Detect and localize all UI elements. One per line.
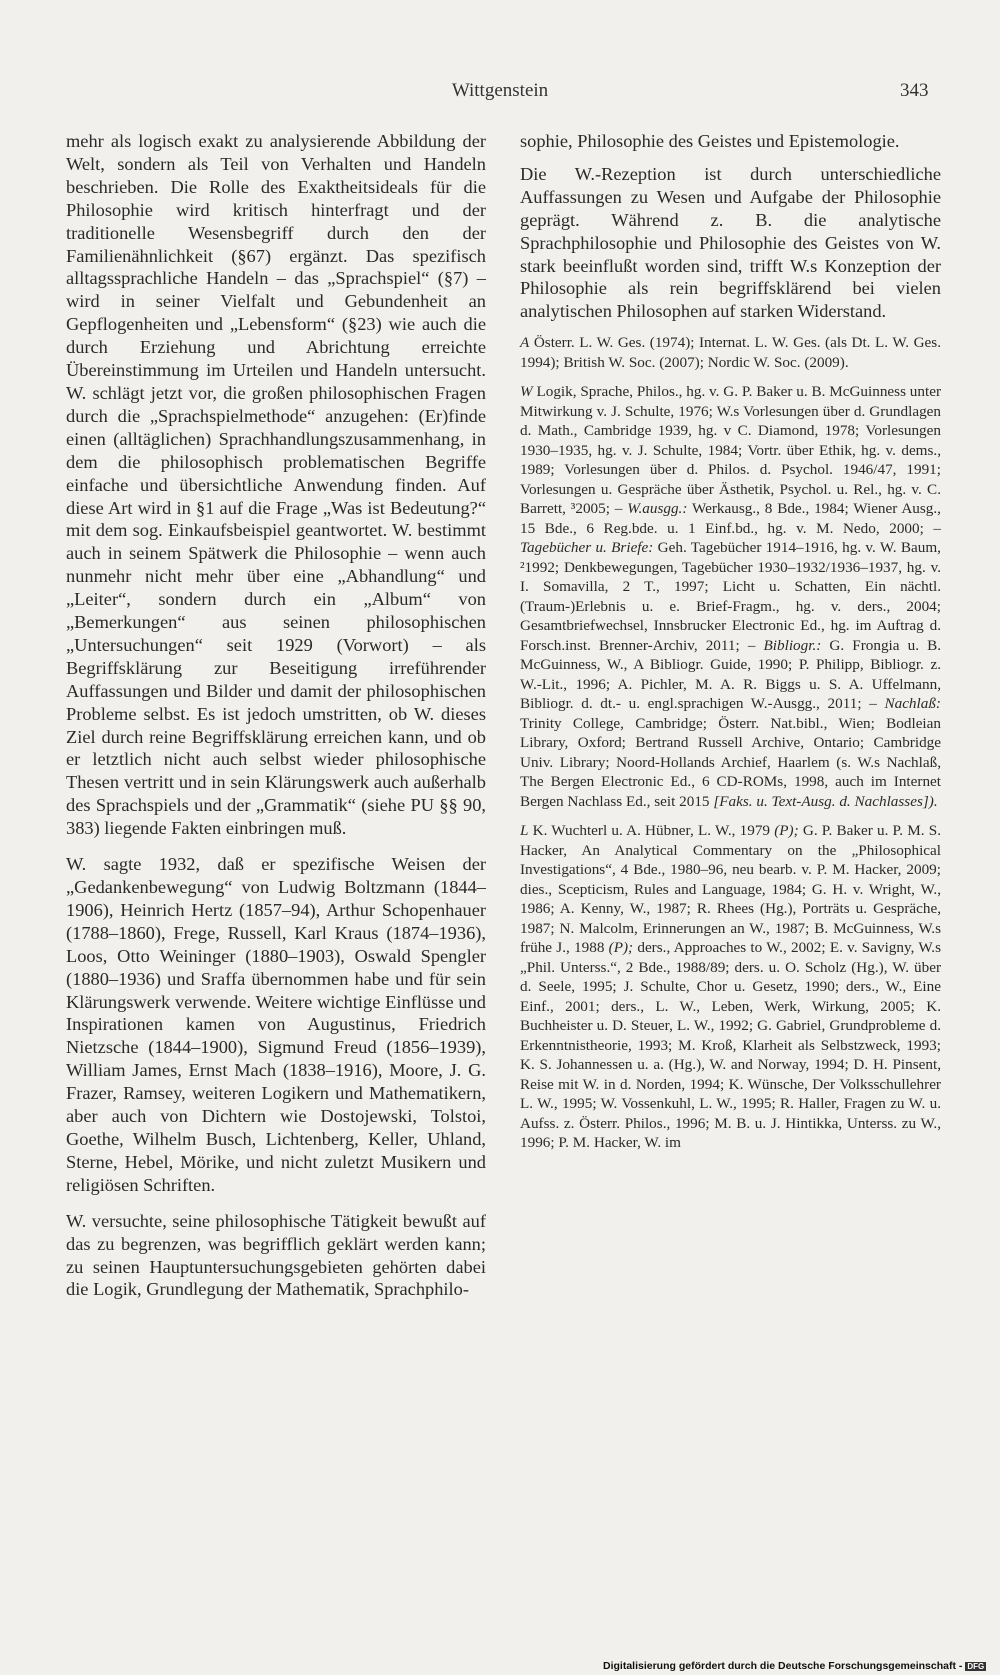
works-label-nachlass: Nachlaß:	[884, 695, 941, 713]
page-number: 343	[900, 80, 929, 101]
works-text-1: Logik, Sprache, Philos., hg. v. G. P. Baker u. B. McGuinness unter Mitwirkung v. J. Schulte, 1976; W.s Vorlesungen über d. Grundlagen d. Math., Cambridge 1939, hg. v C. Diamond, 1978; Vorlesungen 1930–1935, hg. v. J. Schulte, 1984; Vortr. über Ethik, hg. v. dems., 1989; Vorlesungen über d. Philos. d. Psychol. 1946/47, 1991; Vorlesungen u. Gespräche über Ästhetik, Psychol. u. Rel., hg. v. C. Barrett, ³2005; –	[520, 383, 941, 518]
section-marker-w: W	[520, 383, 533, 401]
literature-text-1: K. Wuchterl u. A. Hübner, L. W., 1979	[532, 822, 775, 840]
paragraph-continuation: sophie, Philosophie des Geistes und Epistemologie.	[520, 131, 900, 151]
right-column	[520, 130, 941, 1163]
paragraph-research-areas: W. versuchte, seine philosophische Tätigkeit bewußt auf das zu begrenzen, was begrifflich geklärt werden kann; zu seinen Hauptuntersuchungsgebieten gehörten dabei die Logik, Grundlegung der Mathematik, Sprachphilo-	[66, 1210, 486, 1300]
literature-portrait-mark-1: (P);	[774, 822, 799, 840]
paragraph-reception: Die W.-Rezeption ist durch unterschiedliche Auffassungen zu Wesen und Aufgabe der Philosophie geprägt. Während z. B. die analytische Sprachphilosophie und Philosophie des Geistes von W. stark beeinflußt worden sind, trifft W.s Konzeption der Philosophie als rein begriffsklärend bei vielen analytischen Philosophen auf starken Widerstand.	[520, 163, 941, 322]
footer-text: Digitalisierung gefördert durch die Deutsche Forschungsgemeinschaft -	[603, 1660, 963, 1672]
paragraph-late-work: mehr als logisch exakt zu analysierende Abbildung der Welt, sondern als Teil von Verhalten und Handeln beschrieben. Die Rolle des Exaktheitsideals für die Philosophie wird kritisch hinterfragt und der traditionelle Wesensbegriff durch den der Familienähnlichkeit (§67) ergänzt. Das spezifisch alltagssprachliche Handeln – das „Sprachspiel“ (§7) – wird in seiner Vielfalt und Gebundenheit an Gepflogenheiten und „Lebensform“ (§23) wie auch die durch Erziehung und Abrichtung erreichte Übereinstimmung im Urteilen und Handeln untersucht. W. schlägt jetzt vor, die großen philosophischen Fragen durch die „Sprachspielmethode“ anzugehen: (Er)finde einen (alltäglichen) Sprachhandlungszusammenhang, in dem die philosophisch problematischen Begriffe einfache und übersichtliche Anwendung finden. Auf diese Art wird in §1 auf die Frage „Was ist Bedeutung?“ mit dem sog. Einkaufsbeispiel geantwortet. W. bestimmt auch in seinem Spätwerk die Philosophie – wenn auch nunmehr nicht mehr über eine „Abhandlung“ und „Leiter“, sondern durch ein „Album“ von „Bemerkungen“ aus seinen philosophischen „Untersuchungen“ seit 1929 (Vorwort) – als Begriffsklärung zur Beseitigung irreführender Auffassungen und Bilder und damit der philosophischen Probleme selbst. Es ist jedoch umstritten, ob W. dieses Ziel durch reine Begriffsklärung erreichen kann, und ob er letztlich nicht auch selbst wieder philosophische Thesen vertritt und in sein Klärungswerk auch außerhalb des Sprachspiels und der „Grammatik“ (siehe PU §§ 90, 383) liegende Fakten einbringen muß.	[66, 131, 486, 839]
section-marker-l: L	[520, 822, 529, 840]
works-text-5: Trinity College, Cambridge; Österr. Nat.bibl., Wien; Bodleian Library, Oxford; Bertrand Russell Archive, Ontario; Cambridge Univ. Library; Noord-Hollands Archief, Haarlem (s. W.s Nachlaß, The Bergen Electronic Ed., 6 CD-ROMs, 1998, auch im Internet Bergen Nachlass Ed., seit 2015	[520, 714, 941, 810]
literature-text-2: G. P. Baker u. P. M. S. Hacker, An Analytical Commentary on the „Philosophical Investigations“, 4 Bde., 1980–96, neu bearb. v. P. M. Hacker, 2009; dies., Scepticism, Rules and Language, 1984; G. H. v. Wright, W., 1986; A. Kenny, W., 1987; R. Rhees (Hg.), Porträts u. Gespräche, 1987; N. Malcolm, Erinnerungen an W., 1987; B. McGuinness, W.s frühe J., 1988	[520, 822, 941, 957]
works-text-4: G. Frongia u. B. McGuinness, W., A Bibliogr. Guide, 1990; P. Philipp, Bibliogr. z. W.-Lit., 1996; A. Pichler, M. A. R. Biggs u. S. A. Uffelmann, Bibliogr. d. dt.- u. engl.sprachigen W.-Ausgg., 2011; –	[520, 636, 942, 713]
digitization-footer	[603, 1660, 998, 1672]
section-associations	[520, 333, 941, 372]
works-label-faks: [Faks. u. Text-Ausg. d. Nachlasses]).	[713, 792, 938, 810]
works-label-bibliogr: Bibliogr.:	[763, 636, 822, 654]
section-marker-a: A	[520, 334, 530, 352]
works-text-2: Werkausg., 8 Bde., 1984; Wiener Ausg., 15 Bde., 6 Reg.bde. u. 1 Einf.bd., hg. v. M. Nedo, 2000; –	[520, 500, 941, 537]
works-label-ausgg: W.ausgg.:	[627, 500, 688, 518]
paragraph-influences: W. sagte 1932, daß er spezifische Weisen der „Gedankenbewegung“ von Ludwig Boltzmann (1844–1906), Heinrich Hertz (1857–94), Arthur Schopenhauer (1788–1860), Frege, Russell, Karl Kraus (1874–1936), Loos, Otto Weininger (1880–1903), Oswald Spengler (1880–1936) und Sraffa übernommen habe und für sein Klärungswerk verwende. Weitere wichtige Einflüsse und Inspirationen kamen von Augustinus, Friedrich Nietzsche (1844–1900), Sigmund Freud (1856–1939), William James, Ernst Mach (1838–1916), Moore, J. G. Frazer, Ramsey, weiteren Logikern und Mathematikern, aber auch von Dichtern wie Dostojewski, Tolstoi, Goethe, Wilhelm Busch, Lichtenberg, Keller, Uhland, Sterne, Hebel, Mörike, und nicht zuletzt Musikern und religiösen Schriften.	[66, 854, 486, 1195]
running-head: Wittgenstein	[451, 80, 549, 101]
literature-portrait-mark-2: (P);	[608, 939, 634, 957]
section-literature	[520, 821, 941, 1153]
associations-text: Österr. L. W. Ges. (1974); Internat. L. W. Ges. (als Dt. L. W. Ges. 1994); British W. Soc. (2007); Nordic W. Soc. (2009).	[520, 334, 941, 371]
section-works	[520, 382, 941, 811]
works-label-tagebuecher: Tagebücher u. Briefe:	[520, 539, 654, 557]
literature-text-3: ders., Approaches to W., 2002; E. v. Savigny, W.s „Phil. Unterss.“, 2 Bde., 1988/89; ders. u. O. Scholz (Hg.), W. über d. Seele, 1995; J. Schulte, Chor u. Gesetz, 1990; ders., W., Eine Einf., 2001; ders., L. W., Leben, Werk, Wirkung, 2005; K. Buchheister u. D. Steuer, L. W., 1992; G. Gabriel, Grundprobleme d. Erkenntnistheorie, 1993; M. Kroß, Klarheit als Selbstzweck, 1993; K. S. Johannessen u. a. (Hg.), W. and Norway, 1994; D. H. Pinsent, Reise mit W. in d. Norden, 1994; K. Wünsche, Der Volksschullehrer L. W., 1995; W. Vossenkuhl, L. W., 1995; R. Haller, Fragen zu W. u. Aufss. z. Österr. Philos., 1996; M. B. u. J. Hintikka, Unterss. zu W., 1996; P. M. Hacker, W. im	[520, 939, 941, 1152]
left-column	[66, 130, 486, 1314]
dfg-logo: DFG	[967, 1661, 985, 1671]
works-text-3: Geh. Tagebücher 1914–1916, hg. v. W. Baum, ²1992; Denkbewegungen, Tagebücher 1930–1932/1936–1937, hg. v. I. Somavilla, 2 T., 1997; Licht u. Schatten, Ein nächtl. (Traum-)Erlebnis u. e. Brief-Fragm., hg. v. ders., 2004; Gesamtbriefwechsel, Innsbrucker Electronic Ed., hg. im Auftrag d. Forsch.inst. Brenner-Archiv, 2011; –	[520, 539, 941, 654]
